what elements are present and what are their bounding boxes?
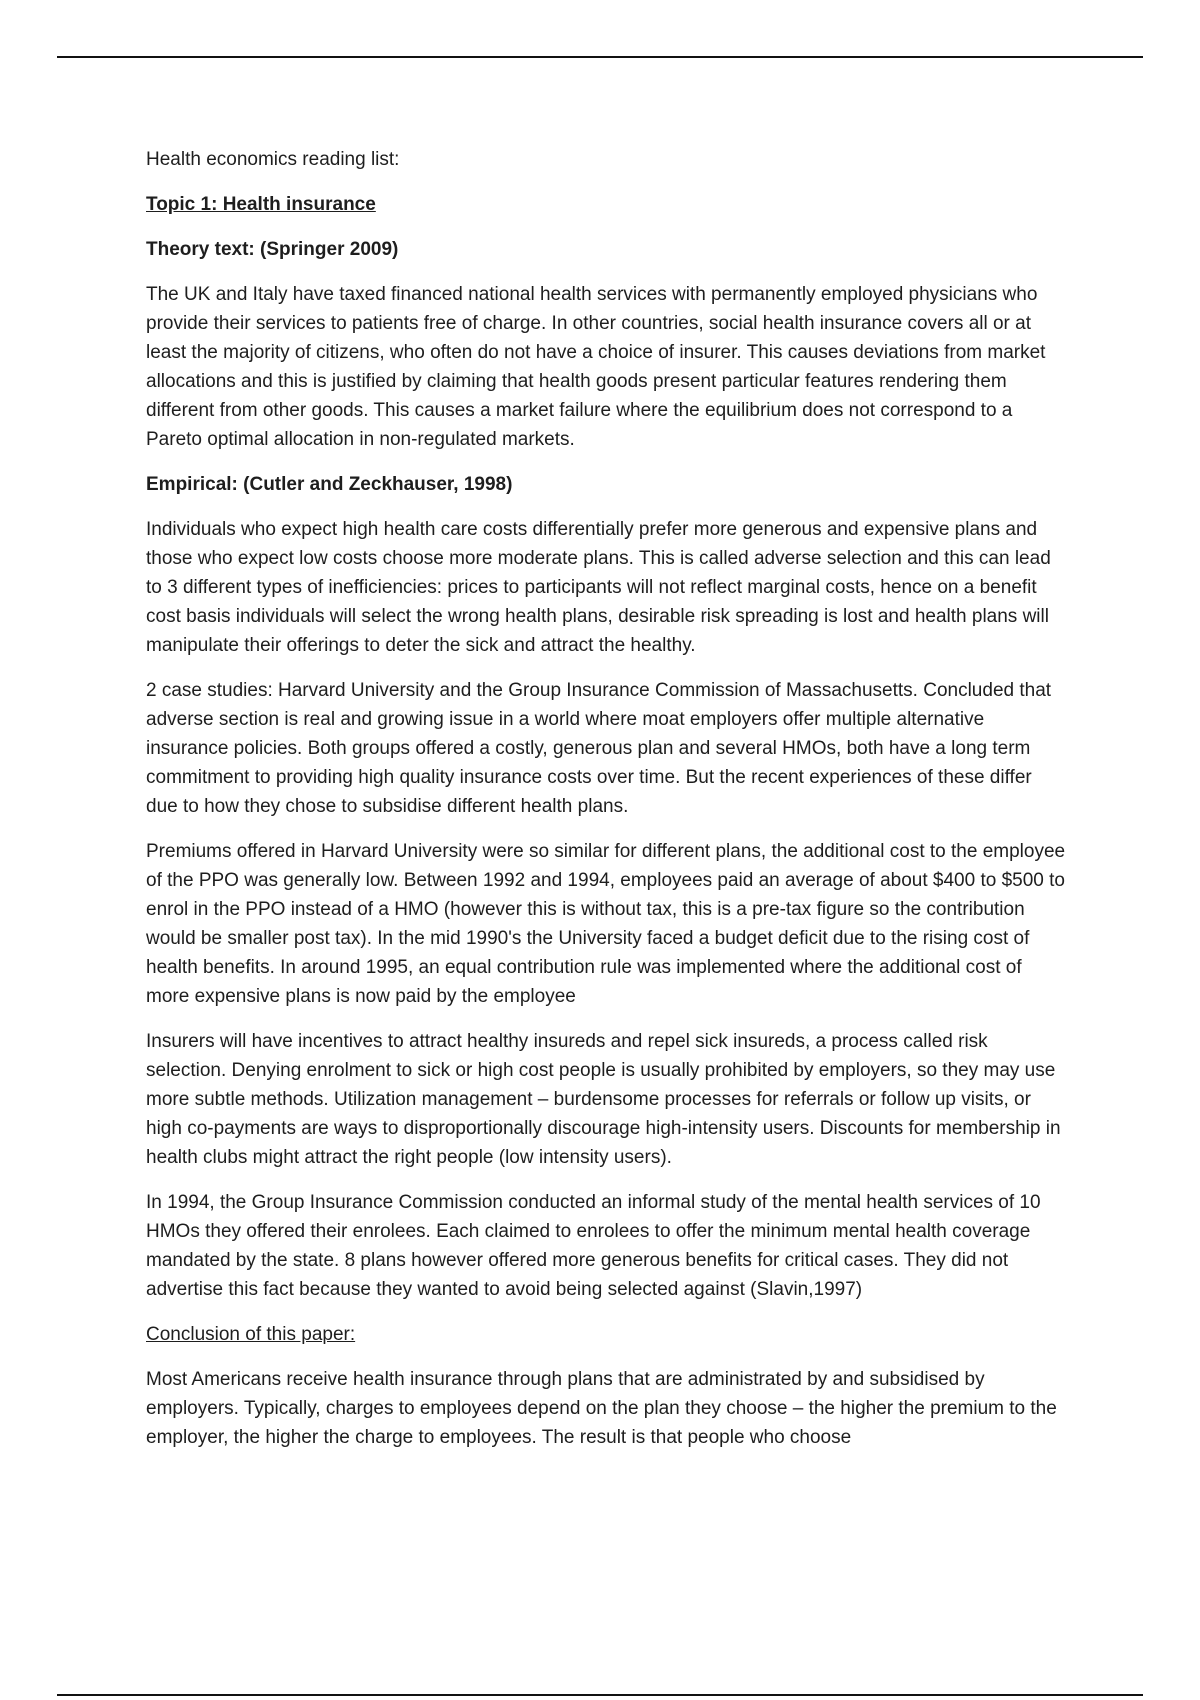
conclusion-heading: Conclusion of this paper:: [146, 1324, 356, 1345]
theory-heading: Theory text: (Springer 2009): [146, 239, 399, 260]
paragraph-adverse-selection: Individuals who expect high health care costs differentially prefer more generous and expensive plans and those who expect low costs choose more moderate plans. This is called adverse selection and this can lead to 3 different types of inefficiencies: prices to participants will not reflect marginal costs, hence on a benefit cost basis individuals will select the wrong health plans, desirable risk spreading is lost and health plans will manipulate their offerings to deter the sick and attract the healthy.: [146, 519, 1051, 656]
paragraph-case-studies: 2 case studies: Harvard University and the Group Insurance Commission of Massachusetts. Concluded that adverse section is real and growing issue in a world where moat employers offer multiple alternative insurance policies. Both groups offered a costly, generous plan and several HMOs, both have a long term commitment to providing high quality insurance costs over time. But the recent experiences of these differ due to how they chose to subsidise different health plans.: [146, 680, 1052, 817]
paragraph-harvard-premiums: Premiums offered in Harvard University were so similar for different plans, the additional cost to the employee of the PPO was generally low. Between 1992 and 1994, employees paid an average of about $400 to $500 to enrol in the PPO instead of a HMO (however this is without tax, this is a pre-tax figure so the contribution would be smaller post tax). In the mid 1990's the University faced a budget deficit due to the rising cost of health benefits. In around 1995, an equal contribution rule was implemented where the additional cost of more expensive plans is now paid by the employee: [146, 841, 1066, 1007]
theory-paragraph: The UK and Italy have taxed financed national health services with permanently employed physicians who provide their services to patients free of charge. In other countries, social health insurance covers all or at least the majority of citizens, who often do not have a choice of insurer. This causes deviations from market allocations and this is justified by claiming that health goods present particular features rendering them different from other goods. This causes a market failure where the equilibrium does not correspond to a Pareto optimal allocation in non-regulated markets.: [146, 284, 1046, 450]
paragraph-gic-study: In 1994, the Group Insurance Commission conducted an informal study of the mental health services of 10 HMOs they offered their enrolees. Each claimed to enrolees to offer the minimum mental health coverage mandated by the state. 8 plans however offered more generous benefits for critical cases. They did not advertise this fact because they wanted to avoid being selected against (Slavin,1997): [146, 1192, 1041, 1300]
header-rule: [57, 56, 1143, 58]
document-body: [146, 145, 1066, 1468]
empirical-heading: Empirical: (Cutler and Zeckhauser, 1998): [146, 474, 513, 495]
footer-rule: [57, 1694, 1143, 1696]
topic-heading: Topic 1: Health insurance: [146, 194, 376, 215]
paragraph-risk-selection: Insurers will have incentives to attract healthy insureds and repel sick insureds, a process called risk selection. Denying enrolment to sick or high cost people is usually prohibited by employers, so they may use more subtle methods. Utilization management – burdensome processes for referrals or follow up visits, or high co-payments are ways to disproportionally discourage high-intensity users. Discounts for membership in health clubs might attract the right people (low intensity users).: [146, 1031, 1061, 1168]
document-title: Health economics reading list:: [146, 149, 400, 170]
conclusion-paragraph: Most Americans receive health insurance through plans that are administrated by and subsidised by employers. Typically, charges to employees depend on the plan they choose – the higher the premium to the employer, the higher the charge to employees. The result is that people who choose: [146, 1369, 1057, 1448]
